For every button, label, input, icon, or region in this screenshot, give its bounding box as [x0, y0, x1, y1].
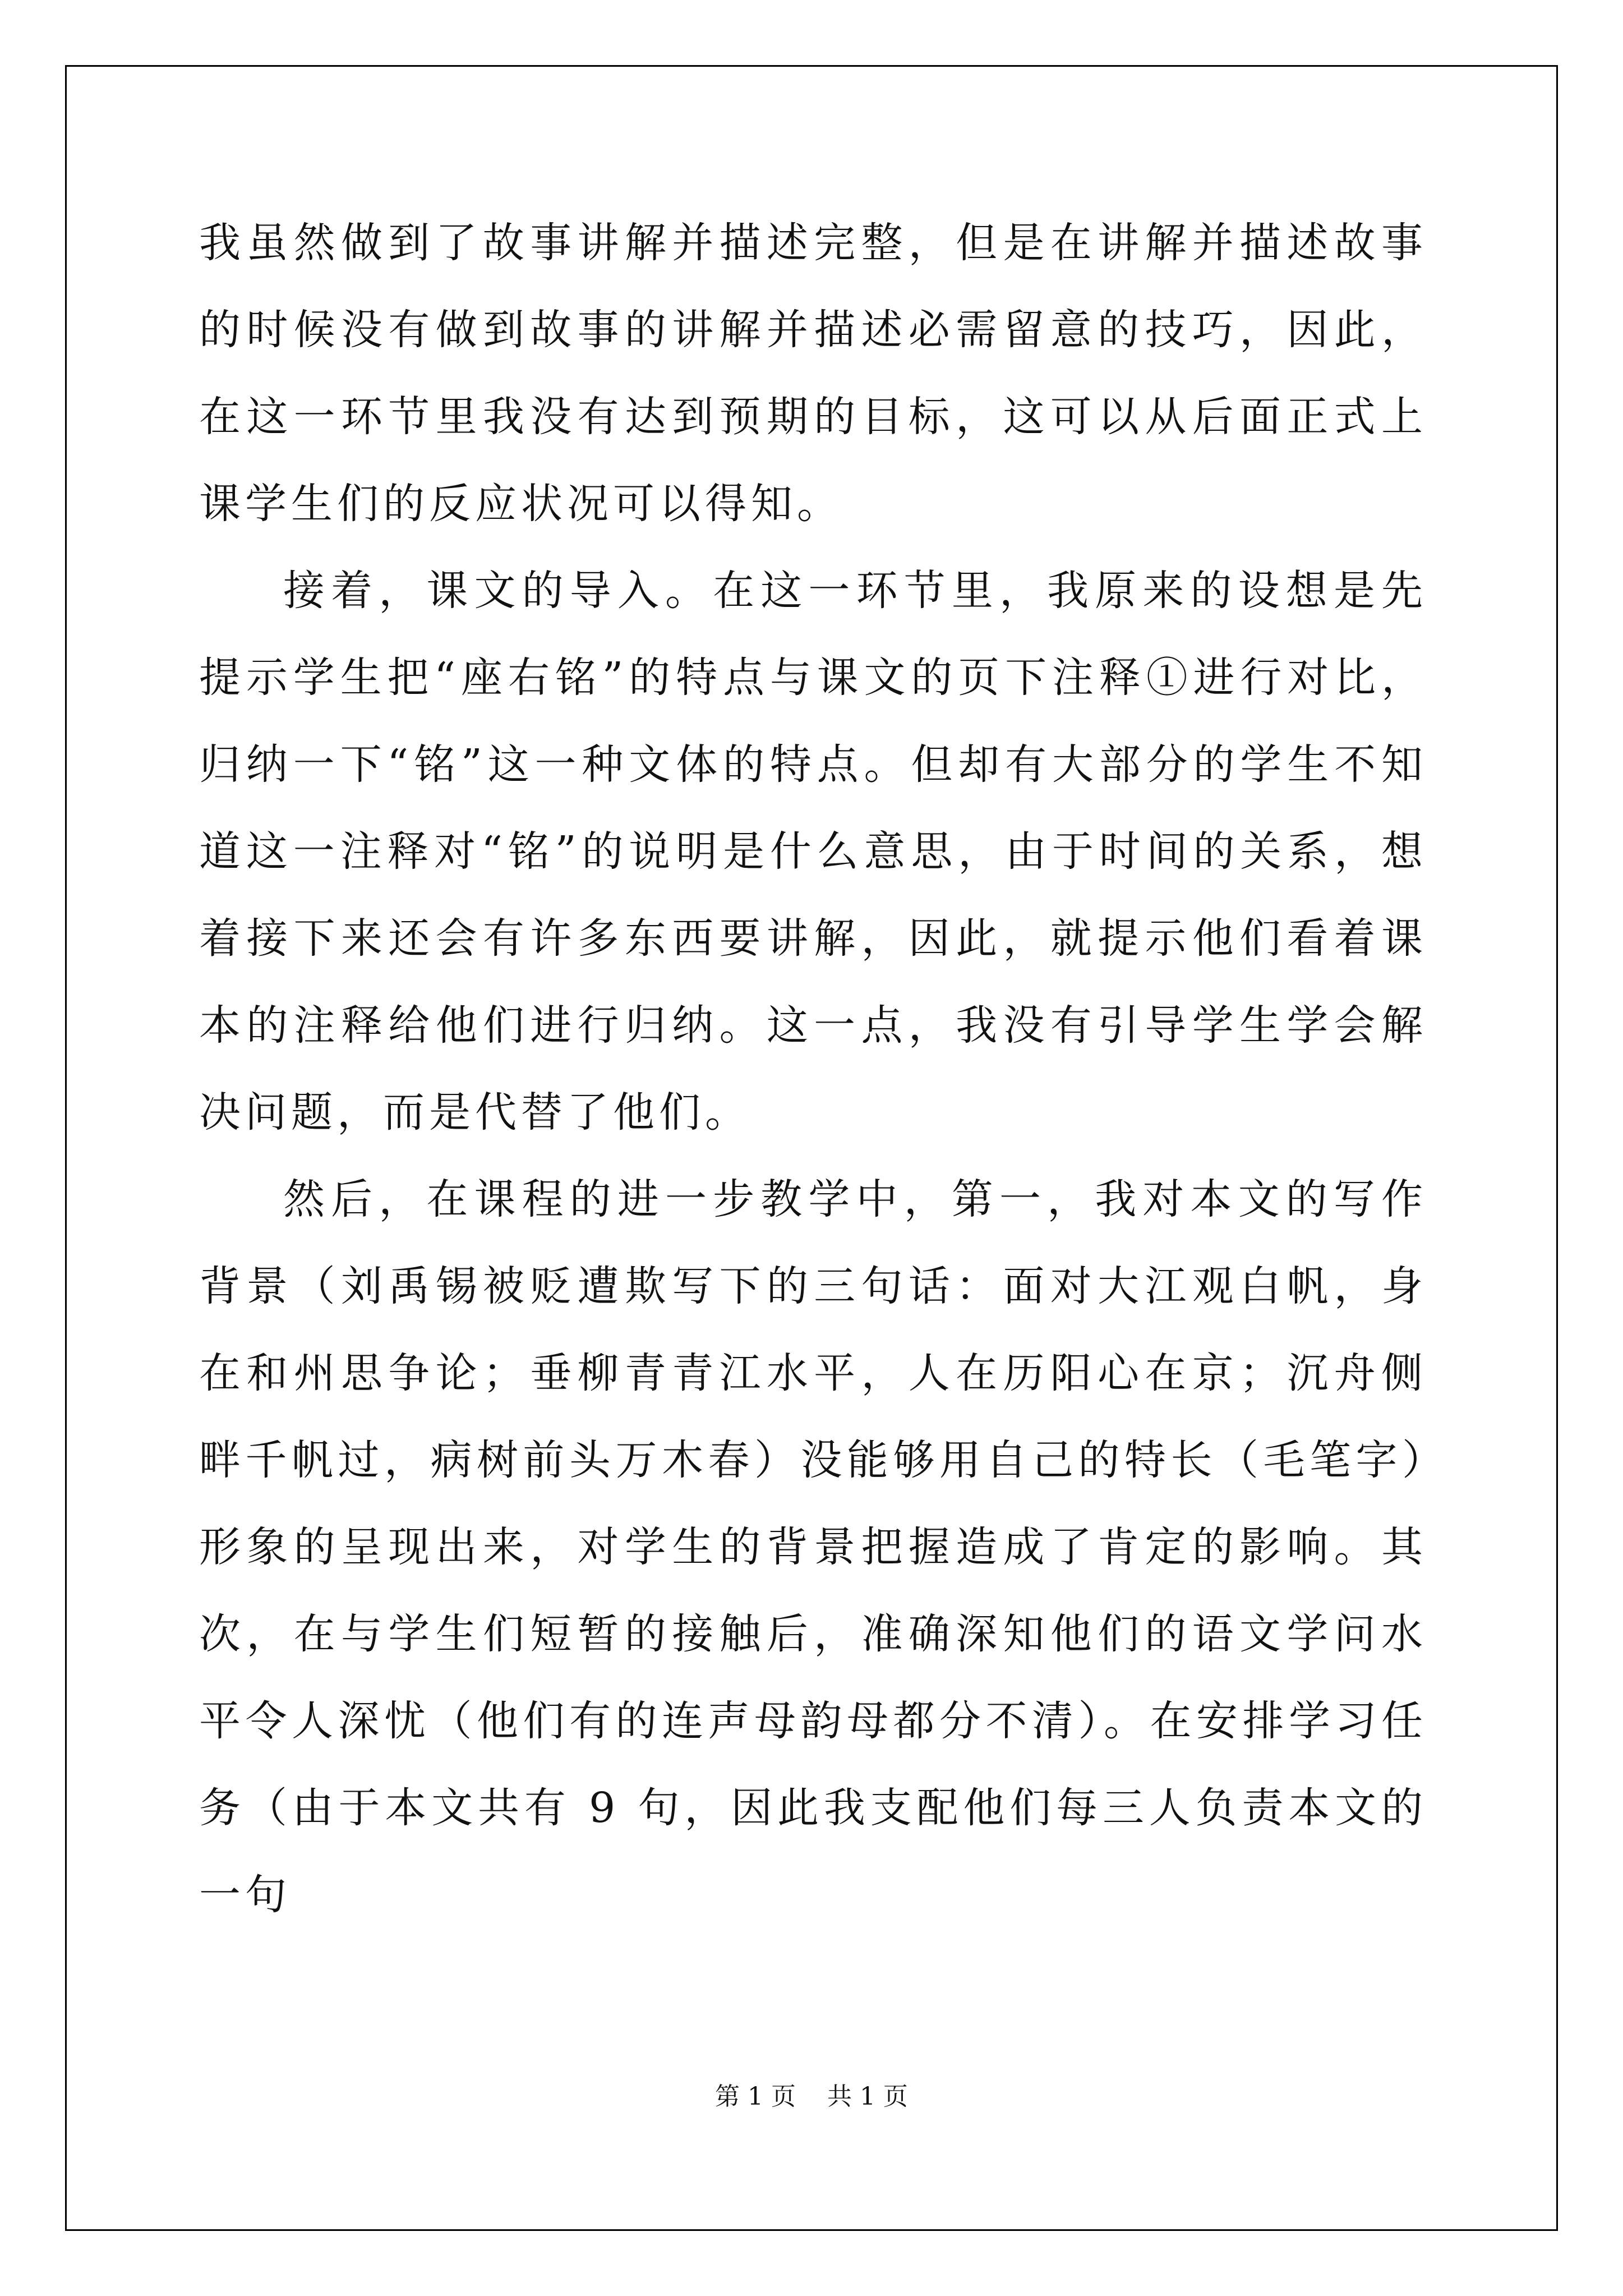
document-body: [199, 200, 1427, 1939]
page-footer: 第 1 页 共 1 页: [715, 2082, 908, 2111]
paragraph-3: 然后，在课程的进一步教学中，第一，我对本文的写作背景（刘禹锡被贬遭欺写下的三句话：面对大江观白帆，身在和州思争论；垂柳青青江水平，人在历阳心在京；沉舟侧畔千帆过，病树前头万木春）没能够用自己的特长（毛笔字）形象的呈现出来，对学生的背景把握造成了肯定的影响。其次，在与学生们短暂的接触后，准确深知他们的语文学问水平令人深忧（他们有的连声母韵母都分不清）。在安排学习任务（由于本文共有 9 句，因此我支配他们每三人负责本文的一句: [199, 1175, 1427, 1919]
paragraph-1: 我虽然做到了故事讲解并描述完整，但是在讲解并描述故事的时候没有做到故事的讲解并描述必需留意的技巧，因此，在这一环节里我没有达到预期的目标，这可以从后面正式上课学生们的反应状况可以得知。: [199, 219, 1427, 528]
paragraph-2: 接着，课文的导入。在这一环节里，我原来的设想是先提示学生把“座右铭”的特点与课文的页下注释①进行对比，归纳一下“铭”这一种文体的特点。但却有大部分的学生不知道这一注释对“铭”的说明是什么意思，由于时间的关系，想着接下来还会有许多东西要讲解，因此，就提示他们看着课本的注释给他们进行归纳。这一点，我没有引导学生学会解决问题，而是代替了他们。: [199, 567, 1427, 1137]
